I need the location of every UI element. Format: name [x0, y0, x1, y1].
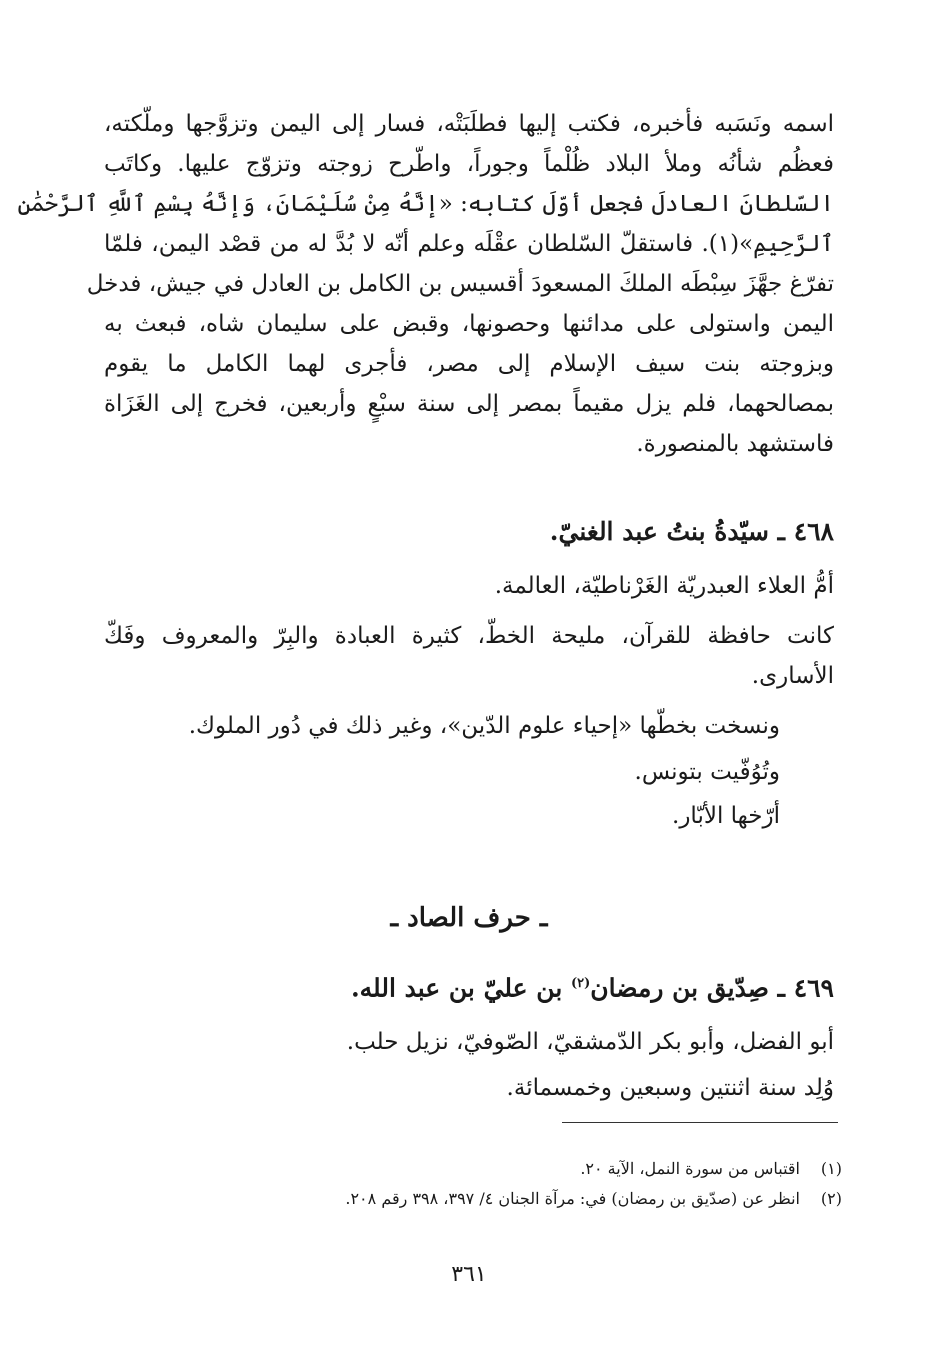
entry-line: أمُّ العلاء العبدريّة الغَرْناطيّة، العالمة. — [494, 573, 834, 599]
entry-line: الأسارى. — [751, 663, 834, 689]
text-line: تفرّغ جهَّزَ سِبْطَه الملكَ المسعودَ أقسيس بن الكامل بن العادل في جيش، فدخل — [86, 271, 834, 297]
text-line: فاستشهد بالمنصورة. — [636, 431, 834, 457]
text-line: السّلطانَ العادلَ فجعل أوّلَ كتابه: «إنَّهُ مِنْ سُلَيْمَانَ، وَإنَّهُ بِسْمِ ٱللَّهِ ٱلرَّحْمَٰنِ — [17, 191, 834, 217]
entry-line: وُلِد سنة اثنتين وسبعين وخمسمائة. — [506, 1075, 834, 1101]
footnote — [580, 1156, 842, 1182]
footnote-number: (١) — [820, 1159, 842, 1178]
text-line: ٱلرَّحِيمِ»(١). فاستقلّ السّلطان عقْلَه وعلم أنّه لا بُدَّ له من قصْد اليمن، فلمّا — [104, 231, 834, 257]
text-line: اسمه ونَسَبه فأخبره، فكتب إليها فطلَبَتْه، فسار إلى اليمن وتزوَّجها وملّكته، — [104, 111, 834, 137]
entry-line: وتُوُفّيت بتونس. — [634, 759, 780, 785]
entry-line: كانت حافظة للقرآن، مليحة الخطّ، كثيرة العبادة والبِرّ والمعروف وفَكّ — [104, 623, 834, 649]
text-line: بمصالحهما، فلم يزل مقيماً بمصر إلى سنة سبْعٍ وأربعين، فخرج إلى الغَزَاة — [104, 391, 834, 417]
entry-line: ونسخت بخطّها «إحياء علوم الدّين»، وغير ذلك في دُور الملوك. — [188, 713, 780, 739]
footnote-divider — [562, 1122, 838, 1123]
entry-title-part: بن عليّ بن عبد الله. — [350, 973, 571, 1003]
entry-title-part: ٤٦٩ ـ صِدّيق بن رمضان — [590, 973, 834, 1003]
entry-line: أرّخها الأبّار. — [672, 803, 780, 829]
entry-title: ٤٦٨ ـ سيّدةُ بنتُ عبد الغنيّ. — [549, 517, 834, 546]
entry-line: أبو الفضل، وأبو بكر الدّمشقيّ، الصّوفيّ، نزيل حلب. — [346, 1029, 834, 1055]
text-line: اليمن واستولى على مدائنها وحصونها، وقبض على سليمان شاه، فبعث به — [104, 311, 834, 337]
footnote — [345, 1186, 842, 1212]
text-line: فعظُم شأنُه وملأ البلاد ظُلْماً وجوراً، واطّرح زوجته وتزوّج عليها. وكاتَب — [104, 151, 834, 177]
footnote-ref: (٢) — [571, 976, 591, 991]
footnote-text: انظر عن (صدّيق بن رمضان) في: مرآة الجنان ٤/ ٣٩٧، ٣٩٨ رقم ٢٠٨. — [345, 1189, 800, 1208]
entry-title — [351, 964, 834, 1008]
footnote-number: (٢) — [820, 1189, 842, 1208]
footnote-text: اقتباس من سورة النمل، الآية ٢٠. — [580, 1159, 800, 1178]
page-number: ٣٦١ — [451, 1262, 487, 1287]
text-line: وبزوجته بنت سيف الإسلام إلى مصر، فأجرى لهما الكامل ما يقوم — [104, 351, 834, 377]
section-heading: ـ حرف الصاد ـ — [390, 903, 548, 933]
